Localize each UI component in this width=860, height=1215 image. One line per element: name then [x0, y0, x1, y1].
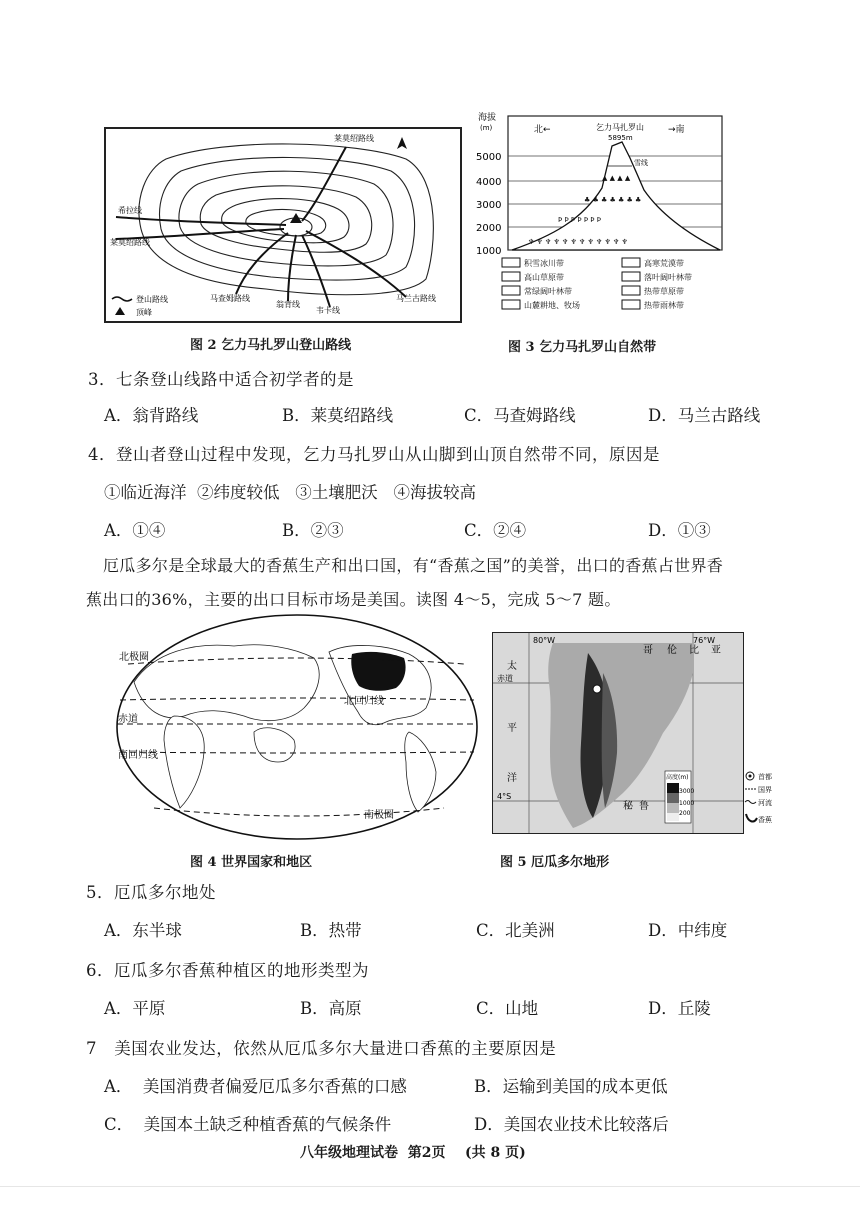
q4-option-b[interactable]: B．②③ — [282, 521, 344, 540]
q6-option-a[interactable]: A．平原 — [104, 999, 166, 1018]
figure-2-route-map — [104, 127, 462, 323]
svg-text:♣ ♣ ♣ ♣ ♣ ♣ ♣: ♣ ♣ ♣ ♣ ♣ ♣ ♣ — [584, 196, 642, 204]
figure-5-symbol-legend — [744, 770, 794, 830]
tropic-capricorn-label: 南回归线 — [118, 750, 158, 761]
q3-option-c[interactable]: C．马查姆路线 — [464, 406, 576, 425]
question-6-stem: 6．厄瓜多尔香蕉种植区的地形类型为 — [86, 961, 369, 980]
legend-item: 高寒荒漠带 — [644, 259, 684, 268]
lon-label-1: 80°W — [533, 636, 556, 645]
svg-text:200: 200 — [679, 810, 691, 817]
q4-option-a[interactable]: A．①④ — [104, 521, 166, 540]
legend-item: 热带雨林带 — [644, 301, 684, 310]
route-label: 莱莫绍路线 — [110, 238, 150, 247]
route-label: 马查姆路线 — [210, 294, 250, 303]
svg-text:平: 平 — [507, 723, 517, 734]
legend-route-label: 登山路线 — [136, 295, 168, 304]
legend-item: 山麓耕地、牧场 — [524, 301, 580, 310]
capital-marker — [593, 685, 601, 693]
figure-5-caption: 图 5 厄瓜多尔地形 — [500, 855, 610, 870]
peak-height: 5895m — [608, 134, 633, 142]
svg-text:比: 比 — [689, 645, 699, 656]
svg-text:♆ ♆ ♆ ♆ ♆ ♆ ♆ ♆ ♆ ♆ ♆ ♆: ♆ ♆ ♆ ♆ ♆ ♆ ♆ ♆ ♆ ♆ ♆ ♆ — [528, 238, 628, 246]
route-map-svg — [106, 129, 460, 321]
route-label: 希拉线 — [118, 206, 142, 215]
svg-text:▲ ▲ ▲ ▲: ▲ ▲ ▲ ▲ — [602, 174, 631, 182]
north-direction: 北← — [534, 125, 551, 135]
q5-option-b[interactable]: B．热带 — [300, 921, 362, 940]
legend-item: 高山草原带 — [524, 273, 564, 282]
yaxis-label: 海拔 — [478, 113, 497, 123]
figure-4-caption: 图 4 世界国家和地区 — [190, 855, 313, 870]
legend-item: 落叶阔叶林带 — [644, 273, 692, 282]
route-label: 莱莫绍路线 — [334, 134, 374, 143]
q5-option-a[interactable]: A．东半球 — [104, 921, 182, 940]
arctic-circle-label: 北极圈 — [119, 652, 149, 663]
legend-border: 国界 — [758, 786, 772, 794]
intro-line-2: 蕉出口的36%，主要的出口目标市场是美国。读图 4～5，完成 5～7 题。 — [86, 590, 621, 609]
ytick: 4000 — [476, 177, 502, 188]
q5-option-d[interactable]: D．中纬度 — [648, 921, 728, 940]
svg-text:1000: 1000 — [679, 800, 695, 807]
figure-3-natural-zones — [472, 108, 727, 323]
figure-5-ecuador-terrain — [492, 632, 744, 834]
legend-peak-label: 顶峰 — [136, 308, 152, 317]
legend-river: 河流 — [758, 799, 772, 807]
q5-option-c[interactable]: C．北美洲 — [476, 921, 555, 940]
legend-item: 常绿阔叶林带 — [524, 287, 572, 296]
question-3-stem: 3．七条登山线路中适合初学者的是 — [88, 370, 354, 389]
q7-option-d[interactable]: D．美国农业技术比较落后 — [474, 1115, 669, 1134]
route-label: 翁背线 — [276, 300, 300, 309]
snowline-label: 雪线 — [634, 159, 648, 167]
legend-item: 积雪冰川带 — [524, 259, 564, 268]
svg-text:3000: 3000 — [679, 788, 695, 795]
peak-name: 乞力马扎罗山 — [596, 123, 644, 132]
q7-option-b[interactable]: B．运输到美国的成本更低 — [474, 1077, 668, 1096]
ytick: 5000 — [476, 152, 502, 163]
q6-option-c[interactable]: C．山地 — [476, 999, 539, 1018]
svg-text:赤道: 赤道 — [497, 674, 513, 683]
south-direction: →南 — [668, 125, 685, 135]
svg-text:太: 太 — [507, 661, 517, 672]
q6-option-d[interactable]: D．丘陵 — [648, 999, 711, 1018]
question-7-stem: 7 美国农业发达，依然从厄瓜多尔大量进口香蕉的主要原因是 — [86, 1039, 557, 1058]
natural-zones-svg — [472, 108, 727, 323]
north-arrow-icon — [397, 137, 407, 149]
page-footer: 八年级地理试卷 第2页 (共 8 页) — [300, 1145, 526, 1161]
ytick: 3000 — [476, 200, 502, 211]
svg-text:鲁: 鲁 — [639, 801, 649, 812]
q6-option-b[interactable]: B．高原 — [300, 999, 362, 1018]
legend-item: 热带草原带 — [644, 287, 684, 296]
legend-banana: 香蕉 — [758, 816, 772, 824]
world-map-svg — [114, 612, 480, 842]
svg-text:洋: 洋 — [507, 773, 517, 784]
equator-label: 赤道 — [118, 714, 138, 725]
route-label: 马兰古路线 — [396, 294, 436, 303]
figure-3-caption: 图 3 乞力马扎罗山自然带 — [508, 340, 657, 355]
ytick: 1000 — [476, 246, 502, 257]
ecuador-terrain-svg — [493, 633, 743, 833]
figure-2-caption: 图 2 乞力马扎罗山登山路线 — [190, 338, 352, 353]
q7-option-c[interactable]: C． 美国本土缺乏种植香蕉的气候条件 — [104, 1115, 392, 1134]
q3-option-d[interactable]: D．马兰古路线 — [648, 406, 761, 425]
svg-text:伦: 伦 — [667, 645, 677, 656]
svg-text:秘: 秘 — [623, 801, 633, 812]
route-label: 韦卡线 — [316, 306, 340, 315]
svg-text:亚: 亚 — [711, 645, 721, 656]
footer-divider — [0, 1186, 860, 1187]
tropic-cancer-label: 北回归线 — [344, 696, 384, 707]
question-4-stem: 4．登山者登山过程中发现，乞力马扎罗山从山脚到山顶自然带不同，原因是 — [88, 445, 660, 464]
figure-4-world-map — [114, 612, 480, 842]
yaxis-unit: (m) — [480, 124, 493, 132]
q4-option-d[interactable]: D．①③ — [648, 521, 711, 540]
q3-option-a[interactable]: A．翁背路线 — [104, 406, 199, 425]
svg-text:Ϸ Ϸ Ϸ Ϸ Ϸ Ϸ Ϸ: Ϸ Ϸ Ϸ Ϸ Ϸ Ϸ Ϸ — [558, 216, 601, 224]
q4-option-c[interactable]: C．②④ — [464, 521, 527, 540]
legend-capital: 首都 — [758, 773, 772, 781]
question-5-stem: 5．厄瓜多尔地处 — [86, 883, 216, 902]
lon-label-2: 76°W — [693, 636, 716, 645]
intro-line-1: 厄瓜多尔是全球最大的香蕉生产和出口国，有“香蕉之国”的美誉，出口的香蕉占世界香 — [103, 556, 724, 575]
lat-label: 4°S — [497, 792, 512, 801]
q7-option-a[interactable]: A． 美国消费者偏爱厄瓜多尔香蕉的口感 — [104, 1077, 407, 1096]
q3-option-b[interactable]: B．莱莫绍路线 — [282, 406, 394, 425]
antarctic-circle-label: 南极圈 — [364, 810, 394, 821]
ytick: 2000 — [476, 223, 502, 234]
legend-title: 高度(m) — [666, 774, 689, 781]
svg-text:哥: 哥 — [643, 645, 653, 656]
usa-highlight — [351, 652, 405, 691]
q4-choices: ①临近海洋 ②纬度较低 ③土壤肥沃 ④海拔较高 — [104, 483, 476, 502]
